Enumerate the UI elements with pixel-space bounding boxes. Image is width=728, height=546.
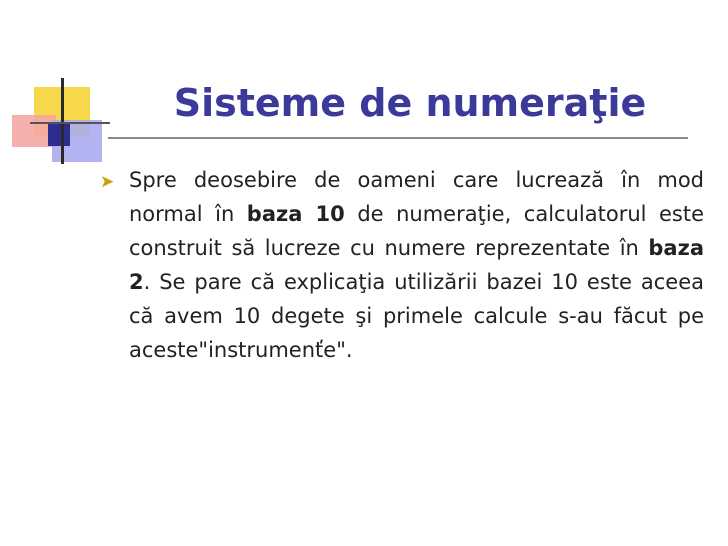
title-underline bbox=[108, 137, 688, 139]
paragraph-bold-1: baza 10 bbox=[246, 202, 345, 226]
paragraph-text-3: . Se pare că explicaţia utilizării bazei 10 este aceea că avem 10 degete şi primele calcule s-au făcut pe aceste"instrumenťe". bbox=[129, 270, 704, 362]
arrow-bullet-icon: ➤ bbox=[100, 172, 115, 192]
slide-title: Sisteme de numeraţie bbox=[173, 81, 647, 125]
paragraph-bold-2: baza 2 bbox=[129, 236, 704, 294]
navy-square bbox=[48, 122, 70, 146]
paragraph-text-1: Spre deosebire de oameni care lucrează în mod normal în bbox=[129, 168, 704, 226]
bullet-paragraph bbox=[129, 163, 704, 367]
paragraph-text-2: de numeraţie, calculatorul este construit să lucreze cu numere reprezentate în bbox=[129, 202, 705, 260]
